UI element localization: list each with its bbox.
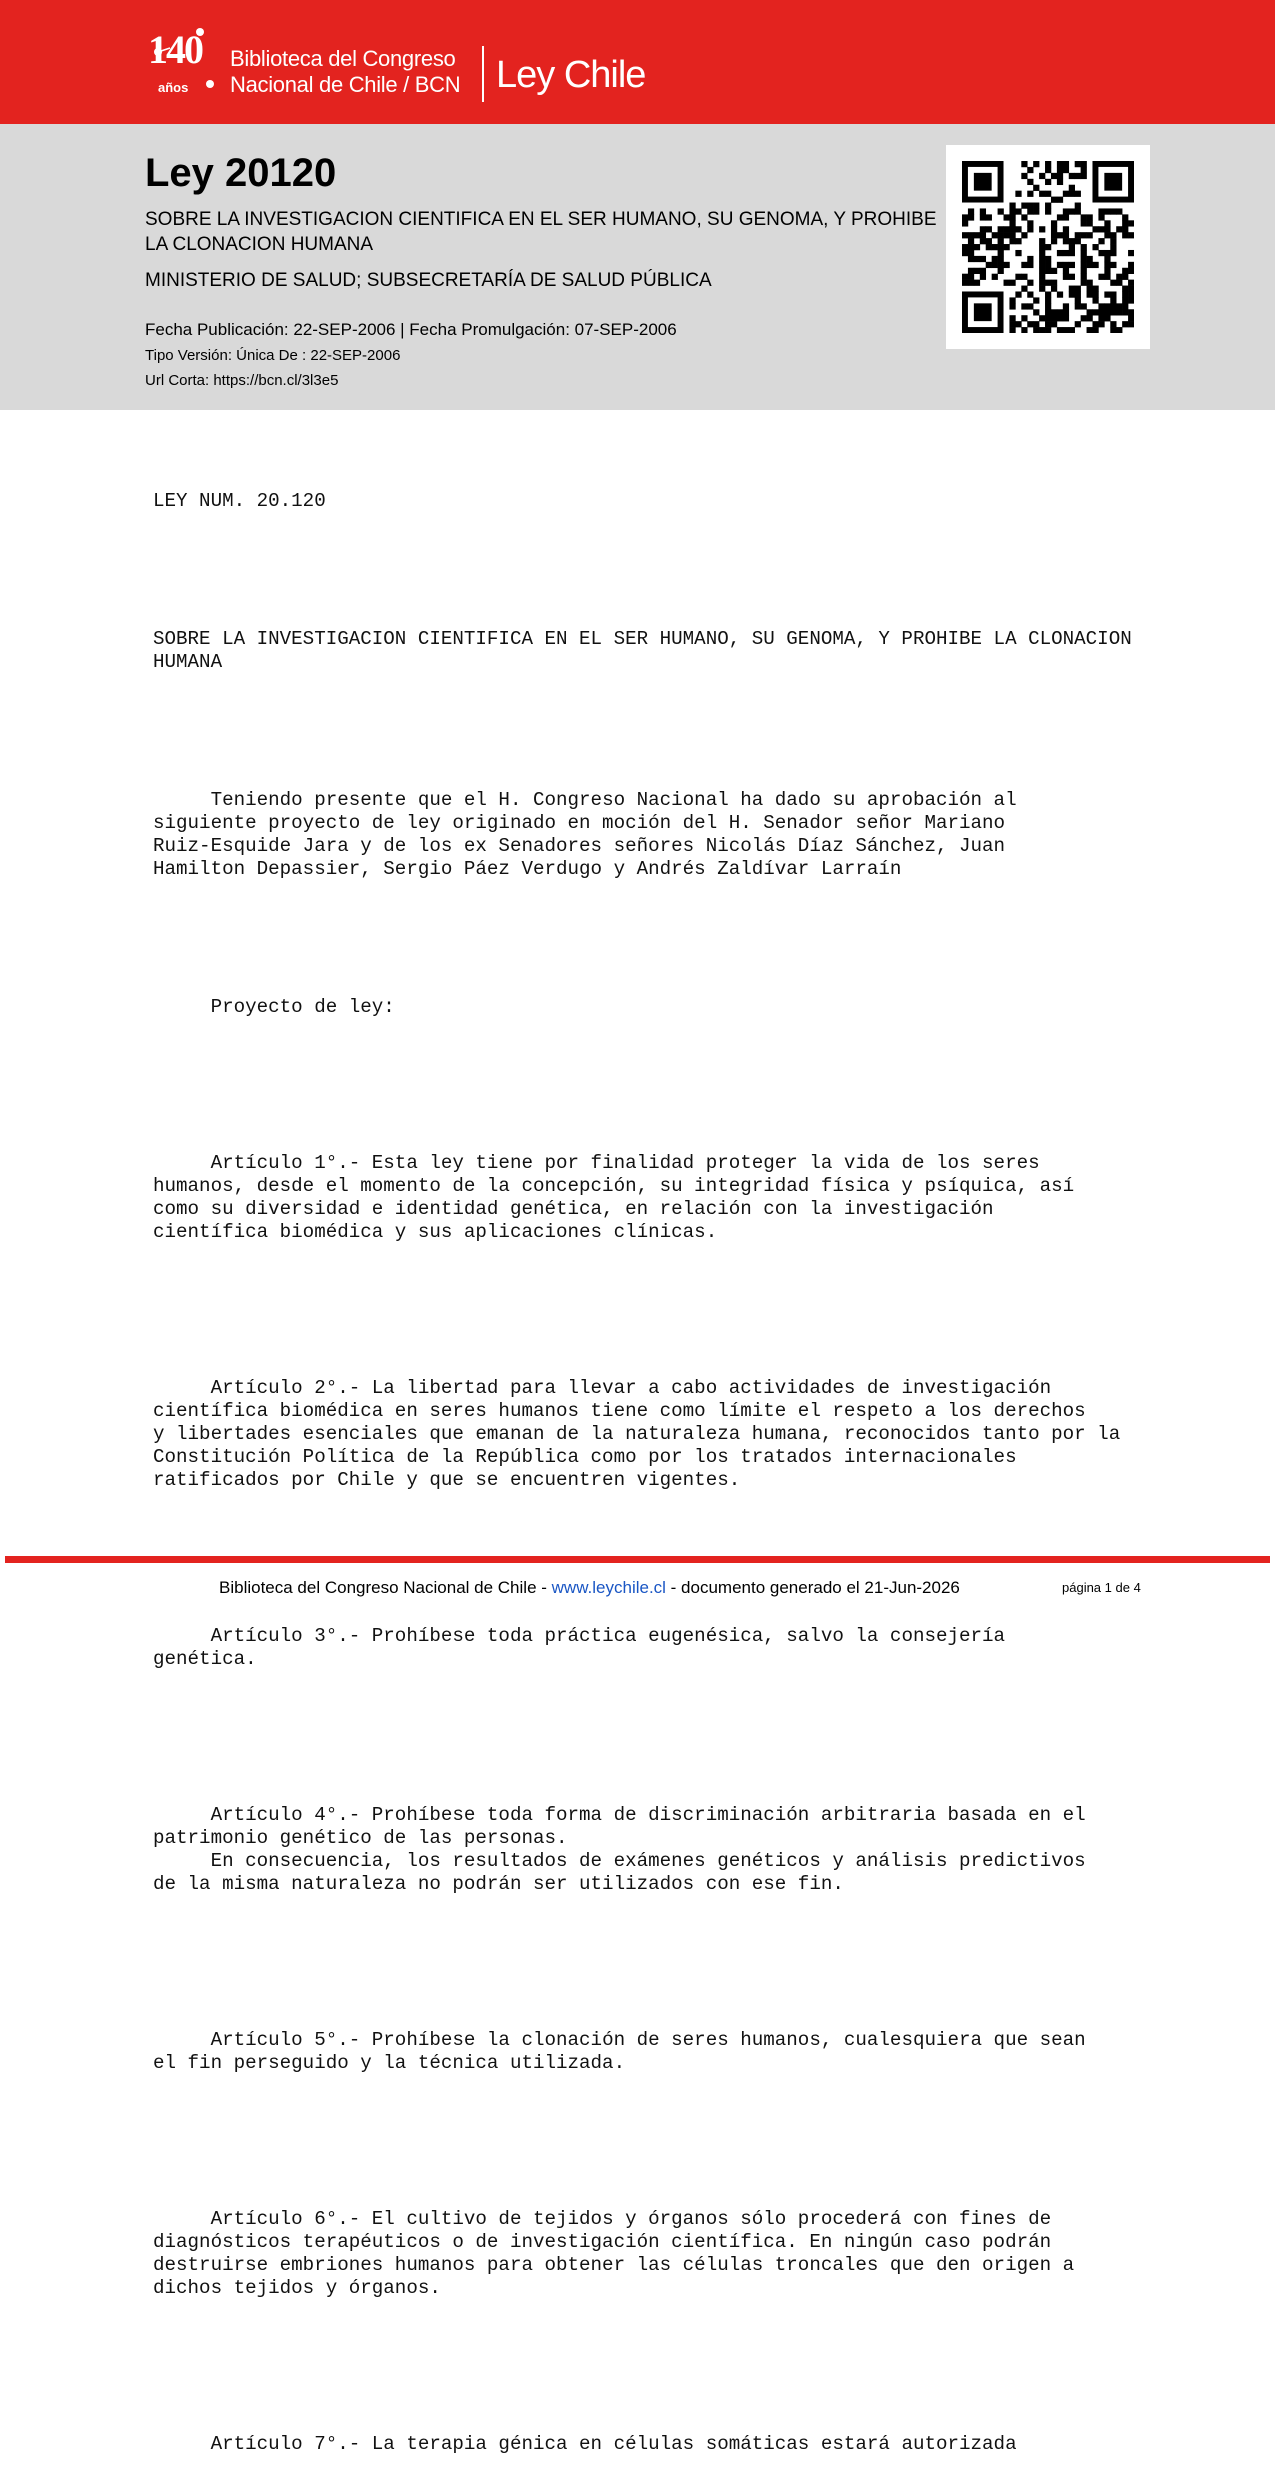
law-dates: Fecha Publicación: 22-SEP-2006 | Fecha Promulgación: 07-SEP-2006	[145, 320, 677, 339]
footer-text	[219, 1578, 960, 1598]
law-number: LEY NUM. 20.120	[153, 490, 326, 512]
article-4: Artículo 4°.- Prohíbese toda forma de discriminación arbitraria basada en el patrimonio genético de las personas. En consecuencia, los resultados de exámenes genéticos y análisis predictivos de la misma naturaleza no podrán ser utilizados con ese fin.	[153, 1804, 1086, 1895]
article-1: Artículo 1°.- Esta ley tiene por finalidad proteger la vida de los seres humanos, desde el momento de la concepción, su integridad física y psíquica, así como su diversidad e identidad genética, en relación con la investigación científica biomédica y sus aplicaciones clínicas.	[153, 1152, 1075, 1243]
anniversary-word: años	[158, 80, 189, 95]
qr-code-icon	[962, 161, 1134, 333]
law-body	[153, 444, 1233, 2479]
qr-code[interactable]	[946, 145, 1150, 349]
law-preamble: Teniendo presente que el H. Congreso Nacional ha dado su aprobación al siguiente proyecto de ley originado en moción del H. Senador señor Mariano Ruiz-Esquide Jara y de los ex Senadores señores Nicolás Díaz Sánchez, Juan Hamilton Depassier, Sergio Páez Verdugo y Andrés Zaldívar Larraín	[153, 789, 1017, 880]
law-ministry: MINISTERIO DE SALUD; SUBSECRETARÍA DE SALUD PÚBLICA	[145, 270, 712, 291]
article-5: Artículo 5°.- Prohíbese la clonación de seres humanos, cualesquiera que sean el fin perseguido y la técnica utilizada.	[153, 2029, 1086, 2074]
org-name-line1: Biblioteca del Congreso	[230, 46, 456, 71]
law-version: Tipo Versión: Única De : 22-SEP-2006	[145, 347, 401, 364]
footer-rule	[5, 1556, 1270, 1563]
article-3: Artículo 3°.- Prohíbese toda práctica eugenésica, salvo la consejería genética.	[153, 1625, 1006, 1670]
law-subtitle: SOBRE LA INVESTIGACION CIENTIFICA EN EL SER HUMANO, SU GENOMA, Y PROHIBE LA CLONACION HUMANA	[145, 209, 937, 255]
law-title: Ley 20120	[145, 151, 337, 195]
page-number: página 1 de 4	[1062, 1580, 1141, 1595]
org-name-line2: Nacional de Chile / BCN	[230, 72, 461, 97]
footer-generated: - documento generado el 21-Jun-2026	[665, 1578, 960, 1597]
proyecto-label: Proyecto de ley:	[153, 996, 395, 1018]
law-heading: SOBRE LA INVESTIGACION CIENTIFICA EN EL SER HUMANO, SU GENOMA, Y PROHIBE LA CLONACION HUMANA	[153, 628, 1132, 673]
logo-divider	[482, 46, 484, 102]
top-banner	[0, 0, 1275, 124]
footer-link[interactable]: www.leychile.cl	[551, 1578, 666, 1597]
article-2: Artículo 2°.- La libertad para llevar a cabo actividades de investigación científica biomédica en seres humanos tiene como límite el respeto a los derechos y libertades esenciales que emanan de la naturaleza humana, reconocidos tanto por la Constitución Política de la República como por los tratados internacionales ratificados por Chile y que se encuentren vigentes.	[153, 1377, 1121, 1491]
product-name: Ley Chile	[496, 54, 646, 96]
footer-source: Biblioteca del Congreso Nacional de Chile -	[219, 1578, 552, 1597]
law-short-url[interactable]: Url Corta: https://bcn.cl/3l3e5	[145, 372, 339, 389]
article-6: Artículo 6°.- El cultivo de tejidos y órganos sólo procederá con fines de diagnósticos terapéuticos o de investigación científica. En ningún caso podrán destruirse embriones humanos para obtener las células troncales que den origen a dichos tejidos y órganos.	[153, 2208, 1075, 2299]
article-7: Artículo 7°.- La terapia génica en células somáticas estará autorizada	[153, 2433, 1017, 2455]
anniversary-number: 140	[148, 27, 202, 72]
